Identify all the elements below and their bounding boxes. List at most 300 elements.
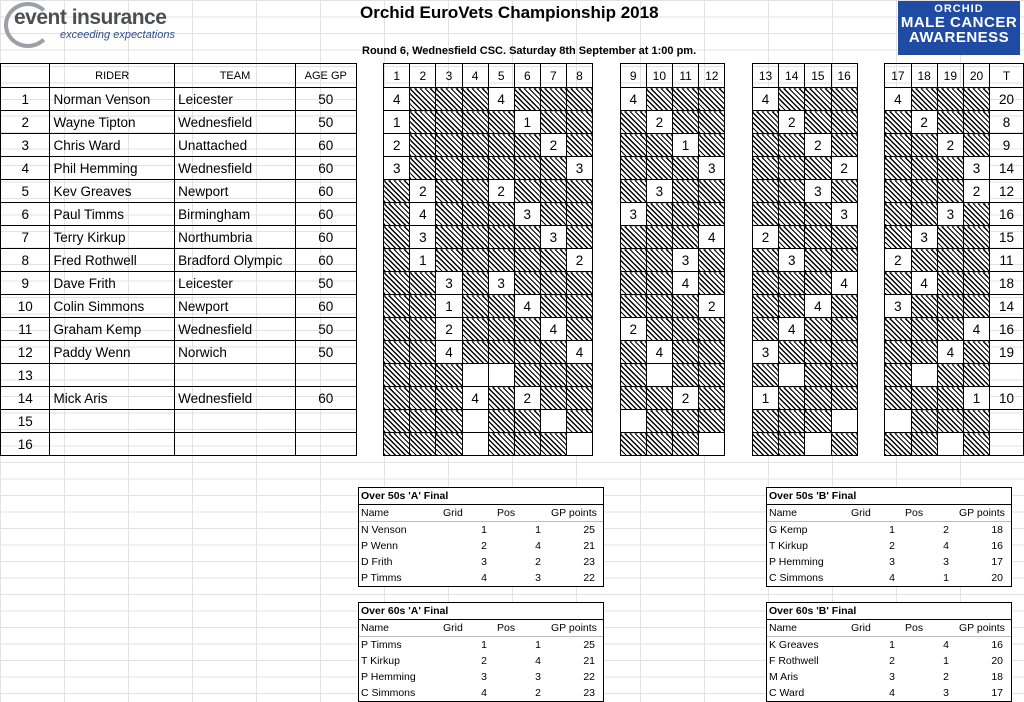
final-column-header: Grid [441,620,495,637]
rider-team [175,364,296,387]
rider-name: Kev Greaves [50,180,175,203]
group-gap [857,318,885,341]
heat-points-cell [488,364,514,387]
final-value: 2 [943,671,949,683]
heat-not-raced-cell [699,134,725,157]
heat-not-raced-cell [805,410,831,433]
heat-not-raced-cell [620,295,646,318]
rider-number: 11 [1,318,50,341]
heat-not-raced-cell [436,203,462,226]
rider-team: Leicester [175,272,296,295]
heat-not-raced-cell [805,364,831,387]
heat-not-raced-cell [963,249,989,272]
final-rider-name: P Wenn [361,540,398,552]
heat-header: 4 [462,64,488,88]
rider-age-group: 50 [295,111,356,134]
heat-points-cell: 4 [885,88,911,111]
final-column-header: Grid [441,505,495,522]
group-gap [857,64,885,88]
final-column-header: Grid [849,505,903,522]
group-gap [725,203,753,226]
final-row [767,653,1011,669]
final-rider-name: D Frith [361,556,393,568]
heat-not-raced-cell [462,180,488,203]
heat-not-raced-cell [646,203,672,226]
group-gap [857,387,885,410]
heat-points-cell: 3 [410,226,436,249]
group-gap [725,433,753,456]
heat-not-raced-cell [436,249,462,272]
heat-not-raced-cell [540,341,566,364]
rider-team: Wednesfield [175,111,296,134]
final-column-header: Name [359,505,441,522]
heat-not-raced-cell [540,203,566,226]
rider-row [1,272,1024,295]
final-rider-name: P Timms [361,639,402,651]
heat-header: 19 [937,64,963,88]
rider-total: 20 [990,88,1024,111]
group-gap [725,295,753,318]
heat-not-raced-cell [672,180,698,203]
heat-not-raced-cell [699,180,725,203]
rider-number: 4 [1,157,50,180]
heat-not-raced-cell [514,272,540,295]
heat-not-raced-cell [831,318,857,341]
heat-points-cell: 1 [436,295,462,318]
final-value: 1 [889,524,895,536]
heat-not-raced-cell [462,341,488,364]
heat-not-raced-cell [752,203,778,226]
final-value: 1 [481,639,487,651]
heat-not-raced-cell [462,295,488,318]
heat-not-raced-cell [911,318,937,341]
rider-age-group: 60 [295,180,356,203]
rider-team: Leicester [175,88,296,111]
heat-points-cell: 1 [963,387,989,410]
heat-points-cell: 4 [514,295,540,318]
rider-name: Paul Timms [50,203,175,226]
heat-not-raced-cell [805,318,831,341]
rider-name [50,433,175,456]
heat-not-raced-cell [620,111,646,134]
heat-header: 15 [805,64,831,88]
rider-age-group: 60 [295,134,356,157]
heat-not-raced-cell [805,88,831,111]
group-gap [593,64,621,88]
heat-not-raced-cell [410,341,436,364]
heat-not-raced-cell [646,295,672,318]
final-value: 4 [889,572,895,584]
rider-row [1,364,1024,387]
heat-not-raced-cell [540,88,566,111]
heat-not-raced-cell [911,410,937,433]
heat-points-cell: 2 [540,134,566,157]
rider-total: 11 [990,249,1024,272]
final-row [359,538,603,554]
rider-row [1,341,1024,364]
heat-results-grid [0,63,1024,456]
final-rider-name: C Simmons [361,687,416,699]
final-rider-name: P Hemming [769,556,824,568]
page-title: Orchid EuroVets Championship 2018 [360,3,659,22]
final-rider-name: C Ward [769,687,805,699]
heat-points-cell: 2 [699,295,725,318]
final-column-header: GP points [957,505,1011,522]
group-gap [356,295,384,318]
rider-age-group: 50 [295,341,356,364]
group-gap [593,433,621,456]
heat-not-raced-cell [384,226,410,249]
final-column-header: Name [767,620,849,637]
heat-not-raced-cell [488,387,514,410]
heat-points-cell [462,410,488,433]
heat-not-raced-cell [831,111,857,134]
heat-not-raced-cell [805,272,831,295]
heat-not-raced-cell [488,111,514,134]
heat-points-cell: 2 [963,180,989,203]
heat-not-raced-cell [566,180,592,203]
heat-not-raced-cell [436,111,462,134]
heat-not-raced-cell [566,295,592,318]
final-rider-name: M Aris [769,671,799,683]
heat-not-raced-cell [540,387,566,410]
heat-not-raced-cell [566,318,592,341]
heat-header: 10 [646,64,672,88]
heat-not-raced-cell [566,387,592,410]
rider-total: 15 [990,226,1024,249]
final-column-header: Pos [495,505,549,522]
heat-not-raced-cell [620,134,646,157]
final-value: 18 [991,524,1003,536]
heat-not-raced-cell [436,410,462,433]
rider-number: 10 [1,295,50,318]
group-gap [725,364,753,387]
group-gap [857,203,885,226]
heat-not-raced-cell [963,272,989,295]
group-gap [356,249,384,272]
heat-not-raced-cell [384,433,410,456]
rider-name: Paddy Wenn [50,341,175,364]
rider-team: Wednesfield [175,318,296,341]
heat-not-raced-cell [699,203,725,226]
final-title: Over 50s 'B' Final [767,488,1011,505]
heat-not-raced-cell [963,111,989,134]
heat-not-raced-cell [384,203,410,226]
group-gap [593,364,621,387]
heat-not-raced-cell [540,249,566,272]
heat-not-raced-cell [410,157,436,180]
rider-total: 14 [990,157,1024,180]
final-value: 3 [481,671,487,683]
final-value: 3 [943,556,949,568]
heat-not-raced-cell [410,318,436,341]
rider-age-group: 60 [295,249,356,272]
heat-header: 7 [540,64,566,88]
heat-not-raced-cell [646,157,672,180]
group-gap [593,226,621,249]
heat-points-cell: 4 [779,318,805,341]
heat-not-raced-cell [566,226,592,249]
heat-not-raced-cell [462,272,488,295]
heat-not-raced-cell [384,272,410,295]
heat-not-raced-cell [672,341,698,364]
heat-points-cell [937,433,963,456]
heat-points-cell [462,364,488,387]
heat-not-raced-cell [566,364,592,387]
rider-name: Fred Rothwell [50,249,175,272]
group-gap [593,318,621,341]
heat-not-raced-cell [885,226,911,249]
rider-row [1,134,1024,157]
heat-not-raced-cell [963,364,989,387]
final-value: 3 [943,687,949,699]
rider-name: Norman Venson [50,88,175,111]
heat-not-raced-cell [514,433,540,456]
final-results-box [358,602,604,702]
rider-total [990,364,1024,387]
final-value: 4 [943,540,949,552]
heat-not-raced-cell [752,180,778,203]
heat-not-raced-cell [885,157,911,180]
heat-not-raced-cell [540,180,566,203]
final-value: 2 [535,687,541,699]
heat-not-raced-cell [646,387,672,410]
heat-points-cell: 1 [410,249,436,272]
heat-not-raced-cell [672,410,698,433]
heat-not-raced-cell [566,134,592,157]
heat-points-cell: 4 [831,272,857,295]
heat-points-cell: 3 [805,180,831,203]
heat-not-raced-cell [620,433,646,456]
final-row [359,637,603,654]
rider-total [990,410,1024,433]
heat-points-cell: 2 [805,134,831,157]
final-value: 1 [943,655,949,667]
final-value: 1 [535,639,541,651]
final-column-header: Pos [903,505,957,522]
heat-not-raced-cell [937,111,963,134]
heat-not-raced-cell [672,203,698,226]
header-total: T [990,64,1024,88]
heat-not-raced-cell [937,387,963,410]
final-rider-name: T Kirkup [769,540,808,552]
rider-total: 19 [990,341,1024,364]
rider-row [1,318,1024,341]
heat-not-raced-cell [831,387,857,410]
heat-not-raced-cell [752,295,778,318]
group-gap [725,226,753,249]
rider-row [1,203,1024,226]
group-gap [857,364,885,387]
heat-not-raced-cell [410,410,436,433]
heat-not-raced-cell [672,318,698,341]
final-value: 16 [991,540,1003,552]
rider-row [1,433,1024,456]
rider-total: 8 [990,111,1024,134]
group-gap [356,88,384,111]
heat-not-raced-cell [752,134,778,157]
heat-not-raced-cell [462,203,488,226]
final-value: 21 [583,540,595,552]
heat-points-cell [831,410,857,433]
heat-points-cell: 2 [384,134,410,157]
heat-points-cell: 4 [620,88,646,111]
heat-not-raced-cell [911,433,937,456]
heat-not-raced-cell [885,433,911,456]
heat-not-raced-cell [514,410,540,433]
group-gap [857,341,885,364]
heat-points-cell: 1 [752,387,778,410]
heat-not-raced-cell [410,387,436,410]
heat-not-raced-cell [436,180,462,203]
heat-not-raced-cell [462,88,488,111]
group-gap [593,410,621,433]
group-gap [356,226,384,249]
rider-name: Graham Kemp [50,318,175,341]
heat-not-raced-cell [752,318,778,341]
heat-points-cell: 4 [752,88,778,111]
group-gap [356,410,384,433]
heat-points-cell: 3 [646,180,672,203]
heat-not-raced-cell [462,157,488,180]
heat-not-raced-cell [436,364,462,387]
heat-not-raced-cell [911,387,937,410]
final-title: Over 50s 'A' Final [359,488,603,505]
heat-not-raced-cell [410,111,436,134]
final-column-header: Pos [495,620,549,637]
heat-header: 1 [384,64,410,88]
final-column-header: Name [359,620,441,637]
heat-header: 20 [963,64,989,88]
heat-points-cell [805,433,831,456]
rider-name: Chris Ward [50,134,175,157]
rider-name: Dave Frith [50,272,175,295]
final-value: 3 [889,556,895,568]
group-gap [725,341,753,364]
heat-not-raced-cell [752,157,778,180]
rider-age-group: 60 [295,387,356,410]
group-gap [593,387,621,410]
heat-header: 8 [566,64,592,88]
heat-header: 2 [410,64,436,88]
heat-not-raced-cell [620,341,646,364]
heat-not-raced-cell [937,318,963,341]
heat-not-raced-cell [514,88,540,111]
heat-points-cell: 4 [805,295,831,318]
heat-not-raced-cell [488,203,514,226]
group-gap [857,272,885,295]
heat-points-cell: 3 [384,157,410,180]
heat-points-cell: 4 [410,203,436,226]
group-gap [857,410,885,433]
final-value: 3 [535,671,541,683]
heat-not-raced-cell [937,88,963,111]
final-value: 17 [991,556,1003,568]
group-gap [857,433,885,456]
heat-not-raced-cell [699,387,725,410]
final-value: 2 [889,655,895,667]
heat-points-cell: 4 [488,88,514,111]
heat-not-raced-cell [699,88,725,111]
final-row [767,669,1011,685]
heat-not-raced-cell [646,88,672,111]
final-results-box [358,487,604,587]
heat-not-raced-cell [514,249,540,272]
heat-not-raced-cell [911,88,937,111]
heat-header: 16 [831,64,857,88]
heat-not-raced-cell [436,88,462,111]
heat-not-raced-cell [646,318,672,341]
heat-points-cell [540,410,566,433]
heat-points-cell: 3 [963,157,989,180]
heat-not-raced-cell [831,433,857,456]
rider-team: Unattached [175,134,296,157]
heat-header: 9 [620,64,646,88]
heat-points-cell: 3 [620,203,646,226]
heat-not-raced-cell [646,433,672,456]
rider-age-group: 50 [295,272,356,295]
heat-points-cell: 2 [911,111,937,134]
final-column-header: GP points [549,620,603,637]
heat-not-raced-cell [410,88,436,111]
heat-not-raced-cell [885,318,911,341]
final-rider-name: P Timms [361,572,402,584]
heat-not-raced-cell [805,387,831,410]
final-rider-name: F Rothwell [769,655,819,667]
heat-not-raced-cell [540,364,566,387]
rider-number: 14 [1,387,50,410]
final-value: 2 [943,524,949,536]
final-column-header: GP points [549,505,603,522]
group-gap [725,272,753,295]
rider-row [1,180,1024,203]
rider-age-group [295,410,356,433]
group-gap [725,249,753,272]
heat-points-cell [620,410,646,433]
heat-not-raced-cell [911,295,937,318]
heat-points-cell: 2 [779,111,805,134]
heat-not-raced-cell [566,272,592,295]
final-row [767,554,1011,570]
heat-not-raced-cell [566,203,592,226]
heat-points-cell [462,433,488,456]
heat-not-raced-cell [885,387,911,410]
heat-not-raced-cell [805,249,831,272]
heat-points-cell: 4 [911,272,937,295]
rider-row [1,226,1024,249]
heat-not-raced-cell [779,203,805,226]
final-results-box [766,602,1012,702]
final-results-box [766,487,1012,587]
rider-name: Phil Hemming [50,157,175,180]
heat-not-raced-cell [488,410,514,433]
group-gap [725,64,753,88]
heat-not-raced-cell [699,272,725,295]
rider-row [1,295,1024,318]
heat-not-raced-cell [646,272,672,295]
heat-not-raced-cell [488,134,514,157]
heat-not-raced-cell [699,318,725,341]
heat-not-raced-cell [885,341,911,364]
rider-number: 16 [1,433,50,456]
heat-points-cell: 3 [514,203,540,226]
final-column-header: Pos [903,620,957,637]
final-value: 1 [481,524,487,536]
final-value: 2 [481,655,487,667]
rider-total: 12 [990,180,1024,203]
rider-number: 6 [1,203,50,226]
heat-not-raced-cell [646,134,672,157]
